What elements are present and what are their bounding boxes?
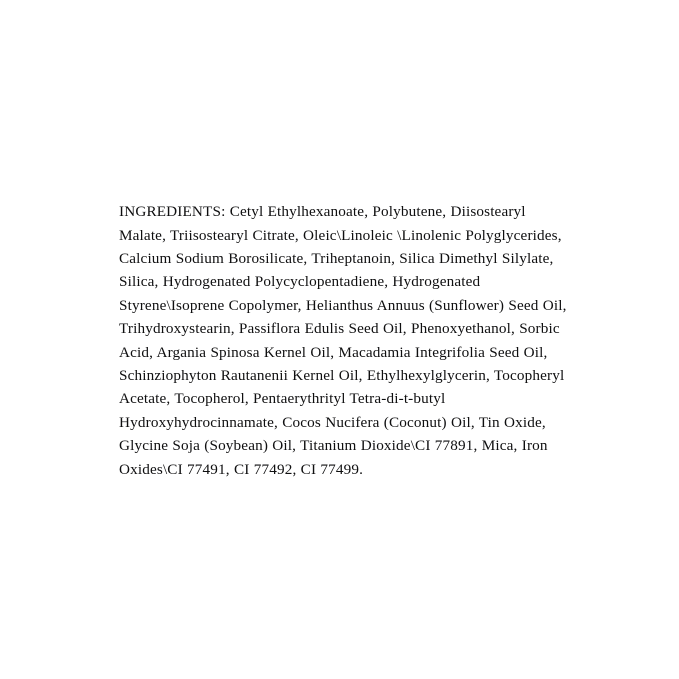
- ingredients-block: [119, 185, 571, 496]
- ingredients-paragraph: INGREDIENTS: Cetyl Ethylhexanoate, Polybutene, Diisostearyl Malate, Triisostearyl Citrate, Oleic\Linoleic \Linolenic Polyglycerides, Calcium Sodium Borosilicate, Triheptanoin, Silica Dimethyl Silylate, Silica, Hydrogenated Polycyclopentadiene, Hydrogenated Styrene\Isoprene Copolymer, Helianthus Annuus (Sunflower) Seed Oil, Trihydroxystearin, Passiflora Edulis Seed Oil, Phenoxyethanol, Sorbic Acid, Argania Spinosa Kernel Oil, Macadamia Integrifolia Seed Oil, Schinziophyton Rautanenii Kernel Oil, Ethylhexylglycerin, Tocopheryl Acetate, Tocopherol, Pentaerythrityl Tetra-di-t-butyl Hydroxyhydrocinnamate, Cocos Nucifera (Coconut) Oil, Tin Oxide, Glycine Soja (Soybean) Oil, Titanium Dioxide\CI 77891, Mica, Iron Oxides\CI 77491, CI 77492, CI 77499.: [119, 203, 571, 478]
